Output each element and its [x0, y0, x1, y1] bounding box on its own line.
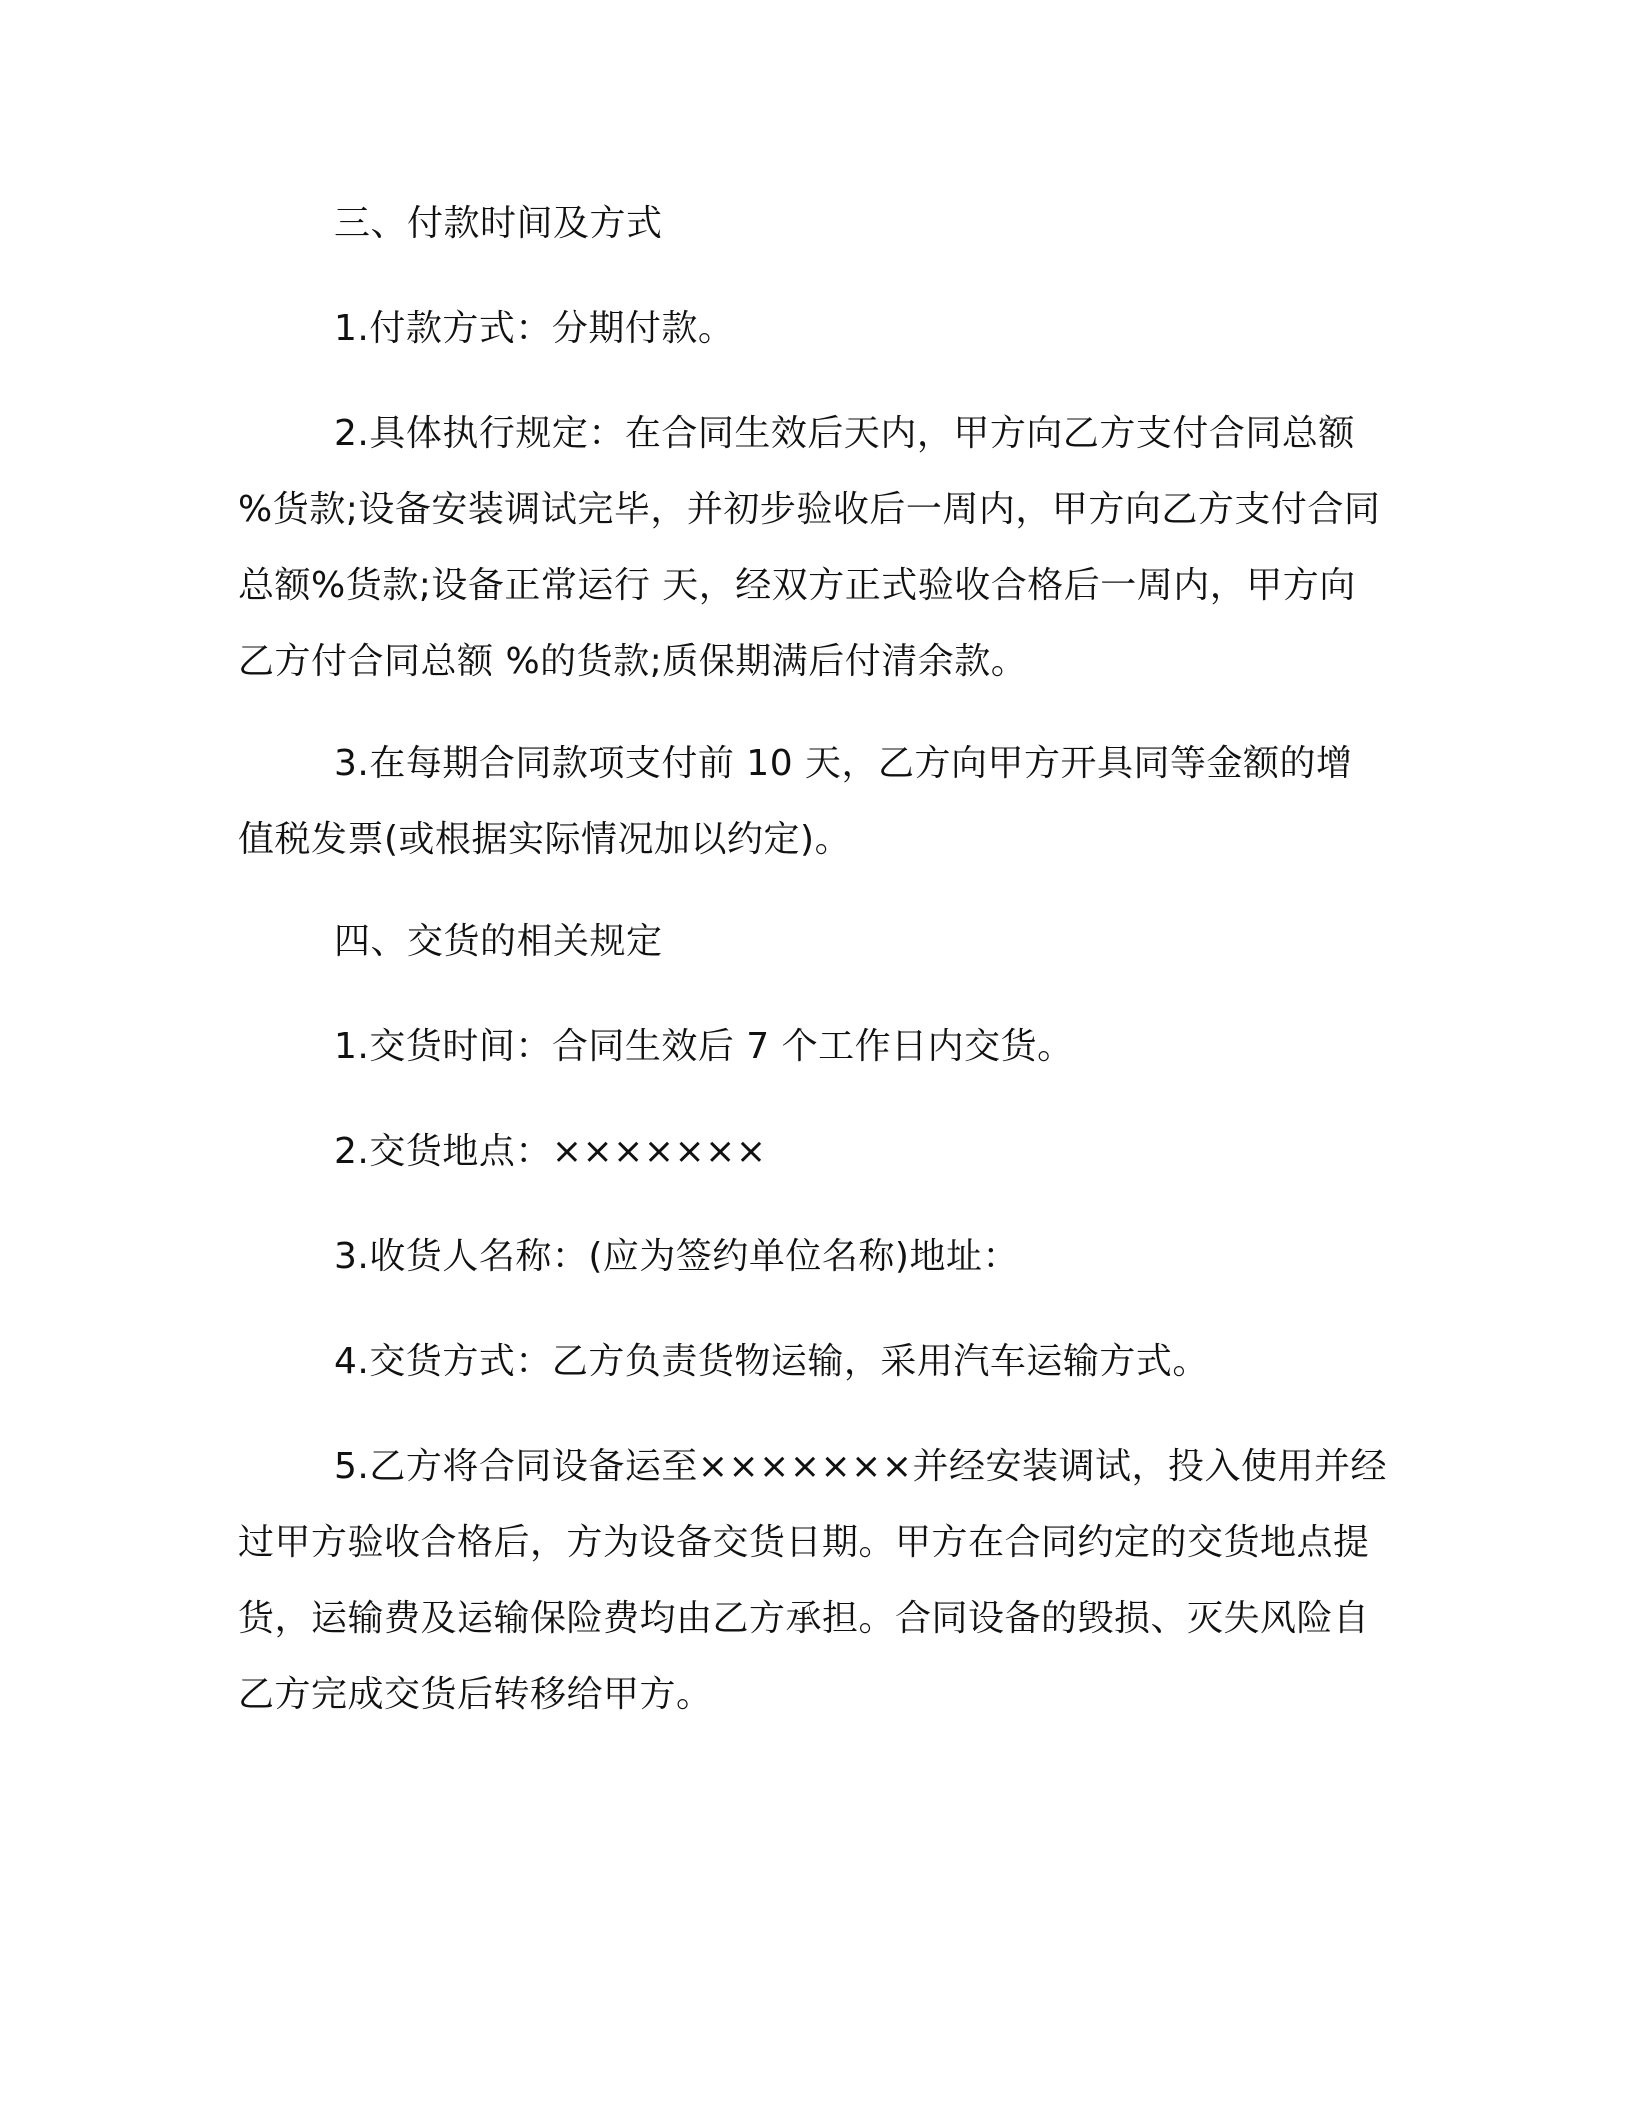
delivery-location-clause: 2.交货地点：×××××××	[334, 1131, 767, 1172]
delivery-method-clause: 4.交货方式：乙方负责货物运输，采用汽车运输方式。	[334, 1341, 1209, 1382]
invoice-clause: 3.在每期合同款项支付前 10 天，乙方向甲方开具同等金额的增值税发票(或根据实际情况加以约定)。	[238, 743, 1353, 860]
delivery-acceptance-clause: 5.乙方将合同设备运至×××××××并经安装调试，投入使用并经过甲方验收合格后，方为设备交货日期。甲方在合同约定的交货地点提货，运输费及运输保险费均由乙方承担。合同设备的毁损、灭失风险自乙方完成交货后转移给甲方。	[238, 1446, 1387, 1715]
delivery-time-clause: 1.交货时间：合同生效后 7 个工作日内交货。	[334, 1026, 1074, 1067]
section-heading-payment: 三、付款时间及方式	[334, 203, 663, 244]
section-heading-delivery: 四、交货的相关规定	[334, 921, 663, 962]
payment-schedule-clause: 2.具体执行规定：在合同生效后天内，甲方向乙方支付合同总额 %货款;设备安装调试完毕，并初步验收后一周内，甲方向乙方支付合同总额%货款;设备正常运行 天，经双方正式验收合格后一周内，甲方向乙方付合同总额 %的货款;质保期满后付清余款。	[238, 413, 1381, 682]
consignee-clause: 3.收货人名称：(应为签约单位名称)地址：	[334, 1236, 1019, 1277]
payment-method-clause: 1.付款方式：分期付款。	[334, 308, 735, 349]
document-body	[238, 186, 1388, 1759]
